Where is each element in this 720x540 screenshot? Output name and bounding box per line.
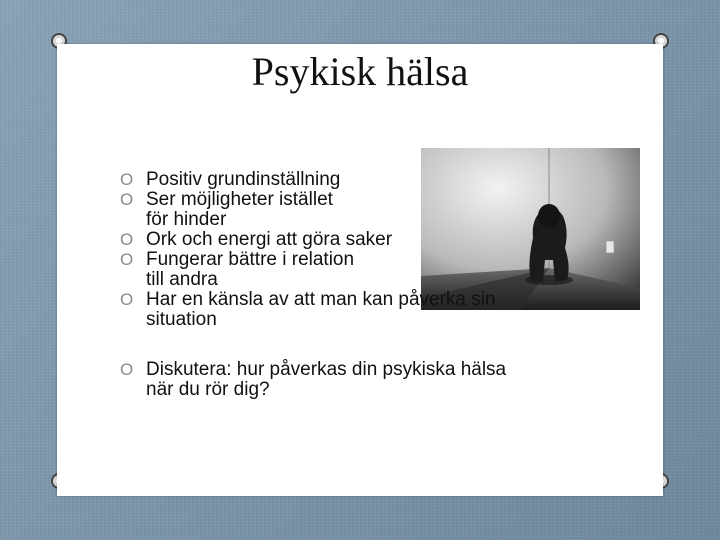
bullet-text-continued: situation: [146, 309, 217, 330]
bullet-text: Fungerar bättre i relation: [146, 249, 355, 270]
list-item: [120, 170, 590, 190]
bullet-text: Positiv grundinställning: [146, 169, 341, 190]
list-item: [120, 230, 590, 250]
bullet-list: [120, 170, 590, 400]
slide-title: Psykisk hälsa: [251, 49, 469, 94]
spacer: [120, 330, 590, 360]
bullet-marker: O: [120, 170, 134, 189]
list-item: [120, 190, 590, 230]
bullet-text-continued: till andra: [146, 269, 218, 290]
bullet-marker: O: [120, 190, 134, 209]
bullet-text-continued: för hinder: [146, 209, 227, 230]
bullet-marker: O: [120, 290, 134, 309]
discussion-text: Diskutera: hur påverkas din psykiska hälsa: [146, 359, 507, 380]
bullet-text: Har en känsla av att man kan påverka sin: [146, 289, 496, 310]
bullet-marker: O: [120, 230, 134, 249]
discussion-text-continued: när du rör dig?: [146, 379, 270, 400]
list-item: [120, 250, 590, 290]
bullet-text: Ser möjligheter istället: [146, 189, 333, 210]
bullet-text: Ork och energi att göra saker: [146, 229, 393, 250]
bullet-marker: O: [120, 250, 134, 269]
discussion-item: [120, 360, 590, 400]
list-item: [120, 290, 590, 330]
bullet-marker: O: [120, 360, 134, 379]
